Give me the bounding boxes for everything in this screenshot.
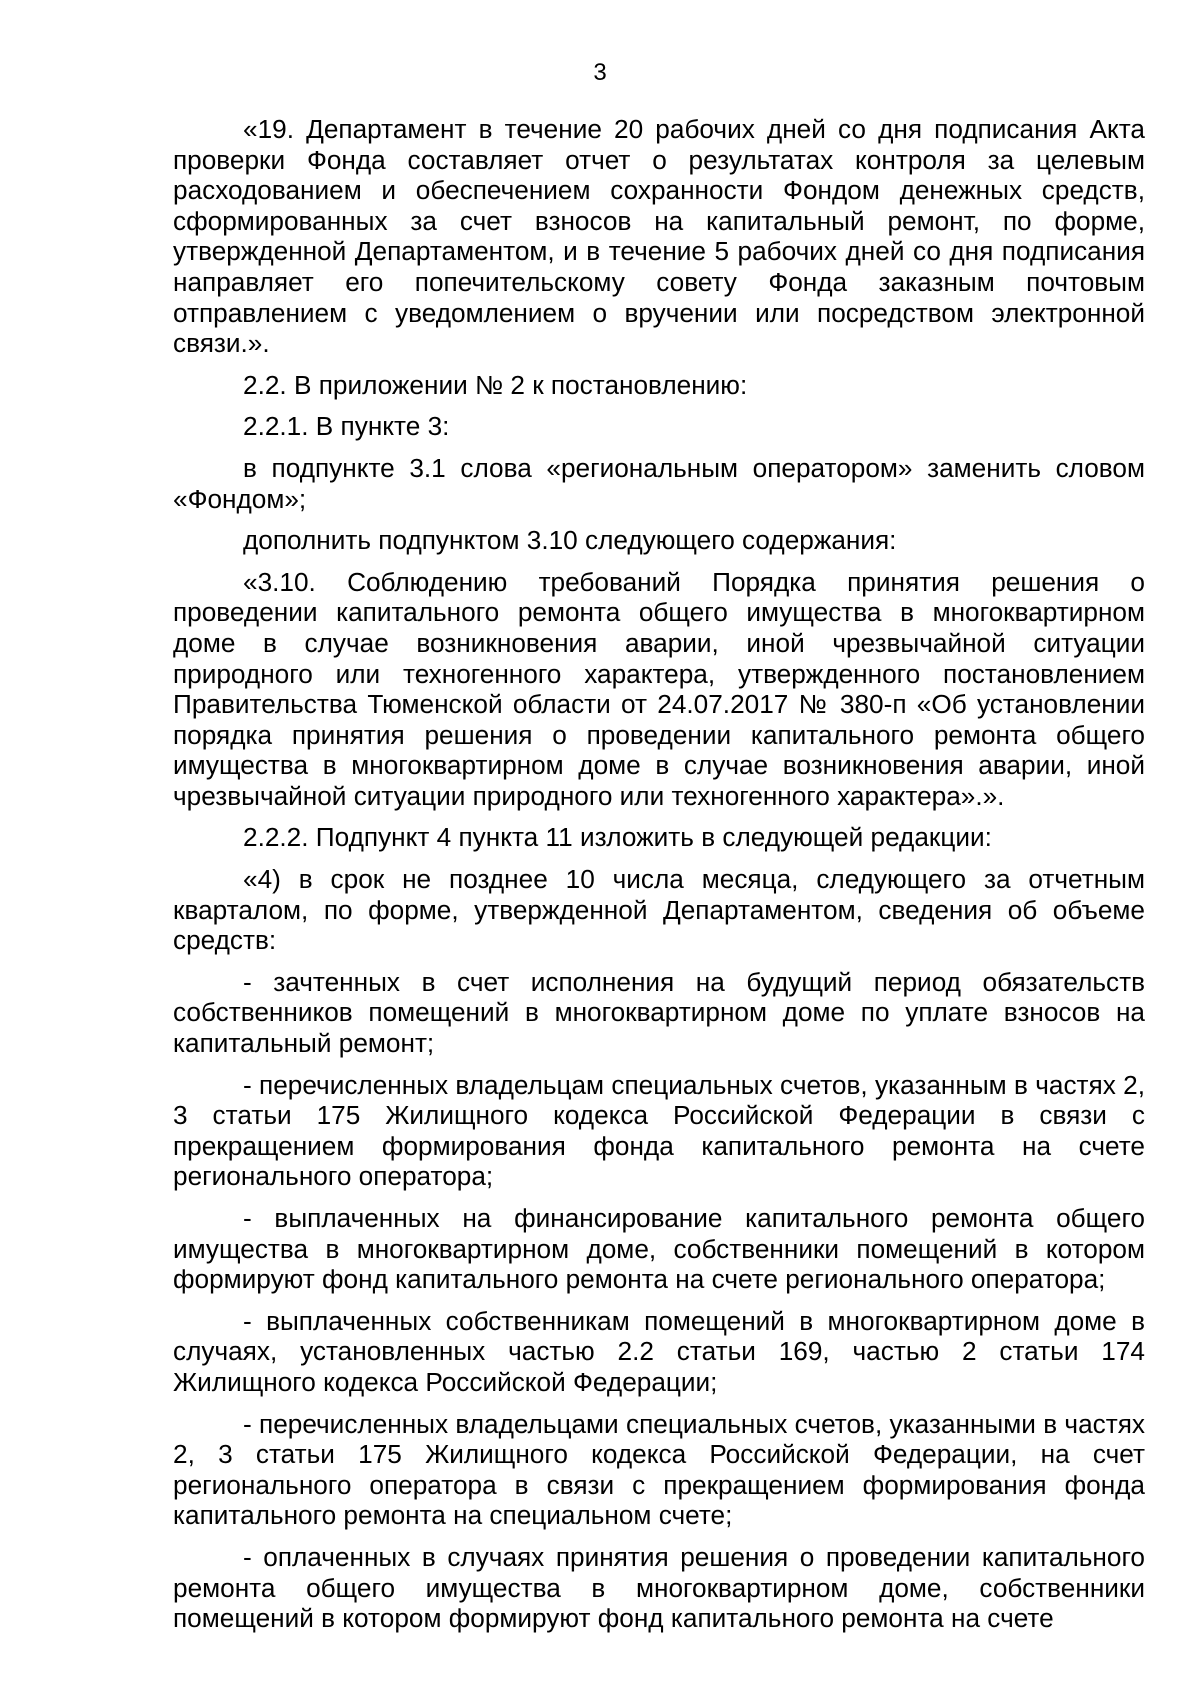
- page-number: 3: [593, 59, 607, 86]
- paragraph-2-2-appendix: 2.2. В приложении № 2 к постановлению:: [243, 369, 748, 400]
- paragraph-3-10-text: «3.10. Соблюдению требований Порядка принятия решения о проведении капитального ремонта общего имущества в многоквартирном доме в случае возникновения аварии, иной чрезвычайной ситуации природного или техногенного характера, утвержденного постановлением Правительства Тюменской области от 24.07.2017 № 380-п «Об установлении порядка принятия решения о проведении капитального ремонта общего имущества в многоквартирном доме в случае возникновения аварии, иной чрезвычайной ситуации природного или техногенного характера».».: [173, 566, 1145, 811]
- paragraph-subpoint-3-1: в подпункте 3.1 слова «региональным оператором» заменить словом «Фондом»;: [173, 452, 1145, 514]
- list-item-paid-emergency: - оплаченных в случаях принятия решения о проведении капитального ремонта общего имущества в многоквартирном доме, собственники помещений в котором формируют фонд капитального ремонта на счете: [173, 1541, 1145, 1634]
- paragraph-2-2-1-point: 2.2.1. В пункте 3:: [243, 411, 450, 442]
- paragraph-add-subpoint-3-10: дополнить подпунктом 3.10 следующего содержания:: [243, 525, 897, 556]
- paragraph-19-report: «19. Департамент в течение 20 рабочих дней со дня подписания Акта проверки Фонда составляет отчет о результатах контроля за целевым расходованием и обеспечением сохранности Фондом денежных средств, сформированных за счет взносов на капитальный ремонт, по форме, утвержденной Департаментом, и в течение 5 рабочих дней со дня подписания направляет его попечительскому совету Фонда заказным почтовым отправлением с уведомлением о вручении или посредством электронной связи.».: [173, 114, 1145, 359]
- paragraph-2-2-2-subpoint: 2.2.2. Подпункт 4 пункта 11 изложить в следующей редакции:: [243, 822, 992, 853]
- list-item-paid-owners: - выплаченных собственникам помещений в многоквартирном доме в случаях, установленных частью 2.2 статьи 169, частью 2 статьи 174 Жилищного кодекса Российской Федерации;: [173, 1305, 1145, 1397]
- document-body: [173, 114, 1145, 1634]
- list-item-transferred-owners: - перечисленных владельцам специальных счетов, указанным в частях 2, 3 статьи 175 Жилищного кодекса Российской Федерации в связи с прекращением формирования фонда капитального ремонта на счете регионального оператора;: [173, 1069, 1145, 1192]
- list-item-paid-financing: - выплаченных на финансирование капитального ремонта общего имущества в многоквартирном доме, собственники помещений в котором формируют фонд капитального ремонта на счете регионального оператора;: [173, 1203, 1145, 1295]
- paragraph-4-deadline: «4) в срок не позднее 10 числа месяца, следующего за отчетным кварталом, по форме, утвержденной Департаментом, сведения об объеме средств:: [173, 864, 1145, 956]
- list-item-credited: - зачтенных в счет исполнения на будущий период обязательств собственников помещений в многоквартирном доме по уплате взносов на капитальный ремонт;: [173, 966, 1145, 1059]
- list-item-transferred-operator: - перечисленных владельцами специальных счетов, указанными в частях 2, 3 статьи 175 Жилищного кодекса Российской Федерации, на счет регионального оператора в связи с прекращением формирования фонда капитального ремонта на специальном счете;: [173, 1408, 1145, 1531]
